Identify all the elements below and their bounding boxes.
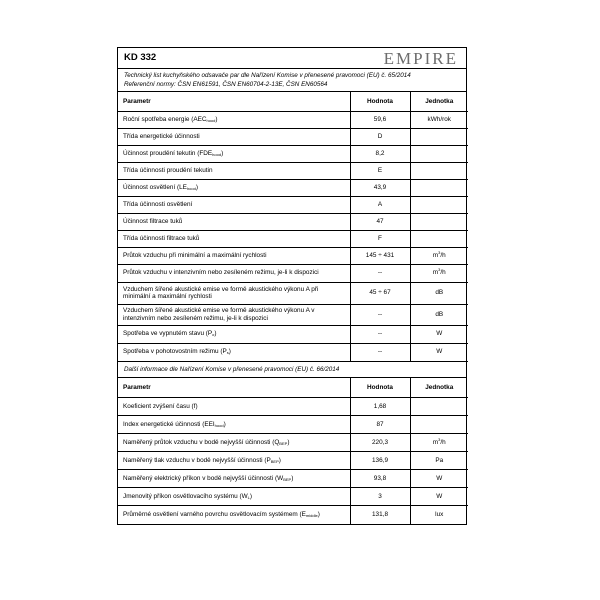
table-row [118,452,468,470]
intro-regulation: Technický list kuchyňského odsavače par dle Nařízení Komise v přenesené pravomoci (EU) č. 65/2014 [124,72,411,79]
table-row [118,213,468,230]
unit-cell [410,282,468,304]
intro-block [118,69,466,92]
parameter-cell [118,213,350,230]
brand-logo: EMPIRE [383,49,458,68]
table-row [118,398,468,416]
value-cell [350,304,410,325]
unit-cell [410,470,468,488]
unit-text: W [436,474,443,482]
parameter-label: Třída účinnosti proudění tekutin [123,166,213,174]
unit-text: dB [435,289,444,297]
value-text: 87 [376,420,384,428]
parameter-subscript: hood [212,151,222,157]
value-cell [350,343,410,361]
value-text: 1,68 [373,402,387,410]
parameter-subscript: middle [305,513,318,519]
parameter-label: Třída účinnosti osvětlení [123,200,193,208]
value-cell [350,213,410,230]
parameter-cell [118,470,350,488]
parameter-subscript: hood [186,185,196,191]
additional-parameters-table [118,378,468,524]
value-text: 3 [378,492,382,500]
value-text: D [377,132,383,140]
header-value: Hodnota [350,92,410,111]
parameter-label-end: ) [317,511,320,519]
unit-text: W [436,330,443,338]
parameter-label: Jmenovitý příkon osvětlovacího systému (W [123,492,248,500]
table-row [118,111,468,128]
unit-text: W [436,492,443,500]
parameter-label: Účinnost proudění tekutin (FDE [123,149,213,157]
unit-cell [410,179,468,196]
unit-text: kWh/rok [427,115,451,123]
table-row [118,506,468,524]
intro-standards: Referenční normy: ČSN EN61591, ČSN EN60704-2-13E, ČSN EN60564 [124,81,328,88]
value-text: 136,9 [372,456,388,464]
model-name: KD 332 [124,52,157,63]
unit-cell [410,488,468,506]
unit-text-end: /h [440,269,446,277]
value-cell [350,179,410,196]
table-row [118,196,468,213]
unit-cell [410,506,468,524]
parameter-cell [118,230,350,247]
unit-cell [410,230,468,247]
table-header-row [118,92,468,111]
parameter-label: Třída účinnosti filtrace tuků [123,234,200,242]
table-row [118,434,468,452]
unit-cell [410,162,468,179]
unit-cell [410,416,468,434]
value-text: 59,6 [373,115,387,123]
parameter-label: Účinnost filtrace tuků [123,217,183,225]
parameter-label: Spotřeba v pohotovostním režimu (P [123,348,227,356]
parameter-label: Průměrné osvětlení varného povrchu osvětlovacím systémem (E [123,511,306,519]
unit-text: W [436,348,443,356]
value-cell [350,282,410,304]
value-cell [350,488,410,506]
parameter-label-end: ) [278,456,281,464]
table-row [118,282,468,304]
parameter-subscript: hood [214,422,224,428]
value-cell [350,162,410,179]
unit-text-end: /h [440,438,446,446]
unit-cell [410,111,468,128]
parameter-subscript: s [226,350,229,356]
unit-text: m [432,251,439,259]
value-cell [350,230,410,247]
parameter-label: Naměřený průtok vzduchu v bodě nejvyšší účinnosti (Q [123,438,280,446]
value-text: -- [377,310,383,318]
parameter-label-end: ) [215,115,218,123]
parameter-cell [118,196,350,213]
unit-cell [410,325,468,343]
unit-cell [410,264,468,282]
unit-cell [410,434,468,452]
parameter-subscript: o [212,332,215,338]
unit-superscript: 3 [438,267,441,273]
parameter-cell [118,506,350,524]
unit-cell [410,247,468,264]
value-cell [350,196,410,213]
parameter-cell [118,179,350,196]
parameter-label-end: ) [249,492,253,500]
unit-cell [410,304,468,325]
value-cell [350,128,410,145]
parameter-cell [118,416,350,434]
parameter-label-end: ) [195,183,198,191]
parameter-label: Průtok vzduchu při minimální a maximální rychlosti [123,251,267,259]
parameter-cell [118,145,350,162]
table-row [118,470,468,488]
value-text: E [377,166,383,174]
unit-cell [410,398,468,416]
parameter-label: Naměřený elektrický příkon v bodě nejvyšší účinnosti (W [123,474,284,482]
unit-text: Pa [435,456,444,464]
value-text: 47 [376,217,384,225]
value-cell [350,452,410,470]
unit-cell [410,196,468,213]
value-text: F [378,234,382,242]
unit-cell [410,343,468,361]
value-cell [350,111,410,128]
parameter-cell [118,488,350,506]
header-unit: Jednotka [410,92,468,111]
unit-cell [410,452,468,470]
value-cell [350,434,410,452]
table-row [118,488,468,506]
parameter-cell [118,452,350,470]
value-cell [350,398,410,416]
value-text: -- [377,330,383,338]
value-text: -- [377,348,383,356]
value-text: 8,2 [375,149,385,157]
table-row [118,179,468,196]
table-row [118,304,468,325]
table-row [118,145,468,162]
parameter-label-end: ) [214,330,217,338]
parameter-label: Třída energetické účinnosti [123,132,200,140]
table-row [118,264,468,282]
parameter-label-end: ) [223,420,226,428]
unit-text: dB [435,310,444,318]
value-cell [350,145,410,162]
value-cell [350,325,410,343]
value-cell [350,506,410,524]
parameter-cell [118,128,350,145]
parameter-cell [118,111,350,128]
parameter-cell [118,343,350,361]
table-row [118,230,468,247]
value-text: 131,8 [372,511,388,519]
parameter-cell [118,325,350,343]
parameter-cell [118,304,350,325]
parameter-cell [118,247,350,264]
parameter-label: Spotřeba ve vypnutém stavu (P [123,330,213,338]
value-cell [350,247,410,264]
parameter-subscript: BEP [270,458,279,464]
value-cell [350,470,410,488]
parameter-label-end: ) [291,474,294,482]
unit-text: lux [435,511,444,519]
parameter-label: Roční spotřeba energie (AEC [123,115,207,123]
value-text: 145 ÷ 431 [365,251,395,259]
unit-text-end: /h [440,251,446,259]
header-parameter: Parametr [118,378,350,398]
parameter-label-end: ) [221,149,224,157]
value-text: 45 ÷ 67 [369,289,391,297]
unit-cell [410,145,468,162]
parameter-subscript: BEP [279,440,288,446]
value-text: 93,8 [373,474,387,482]
parameter-cell [118,398,350,416]
header-unit: Jednotka [410,378,468,398]
unit-text: m [432,269,439,277]
unit-cell [410,128,468,145]
parameter-label: Naměřený tlak vzduchu v bodě nejvyšší účinnosti (P [123,456,271,464]
parameter-cell [118,162,350,179]
table-row [118,162,468,179]
value-text: 220,3 [372,438,388,446]
parameter-label: Průtok vzduchu v intenzivním nebo zesíleném režimu, je-li k dispozici [123,269,319,277]
value-cell [350,264,410,282]
table-row [118,416,468,434]
table-row [118,325,468,343]
unit-superscript: 3 [438,249,441,255]
header-value: Hodnota [350,378,410,398]
value-text: -- [377,269,383,277]
parameter-label: Vzduchem šířené akustické emise ve formě akustického výkonu A v intenzivním nebo zesíleném režimu, je-li k dispozici [123,307,315,322]
parameter-label: Koeficient zvýšení času (f) [123,402,198,410]
value-text: 43,9 [373,183,387,191]
parameter-label-end: ) [287,438,290,446]
header-parameter: Parametr [118,92,350,111]
parameter-cell [118,434,350,452]
datasheet [117,47,467,525]
table-header-row [118,378,468,398]
unit-superscript: 3 [438,436,441,442]
parameter-label-end: ) [228,348,231,356]
parameters-table [118,92,468,362]
unit-text: m [432,438,439,446]
parameter-cell [118,282,350,304]
parameter-subscript: L [247,494,250,500]
unit-cell [410,213,468,230]
table-row [118,128,468,145]
value-cell [350,416,410,434]
parameter-subscript: hood [206,117,216,123]
table-row [118,247,468,264]
parameter-label: Index energetické účinnosti (EEI [123,420,215,428]
parameter-cell [118,264,350,282]
parameter-subscript: BEP [283,476,292,482]
value-text: A [377,200,383,208]
table-row [118,343,468,361]
parameter-label: Vzduchem šířené akustické emise ve formě akustického výkonu A při minimální a maximální rychlosti [123,285,319,300]
datasheet-header [118,48,466,69]
additional-info-note: Další informace dle Nařízení Komise v přenesené pravomoci (EU) č. 66/2014 [118,362,466,378]
parameter-label: Účinnost osvětlení (LE [123,183,187,191]
